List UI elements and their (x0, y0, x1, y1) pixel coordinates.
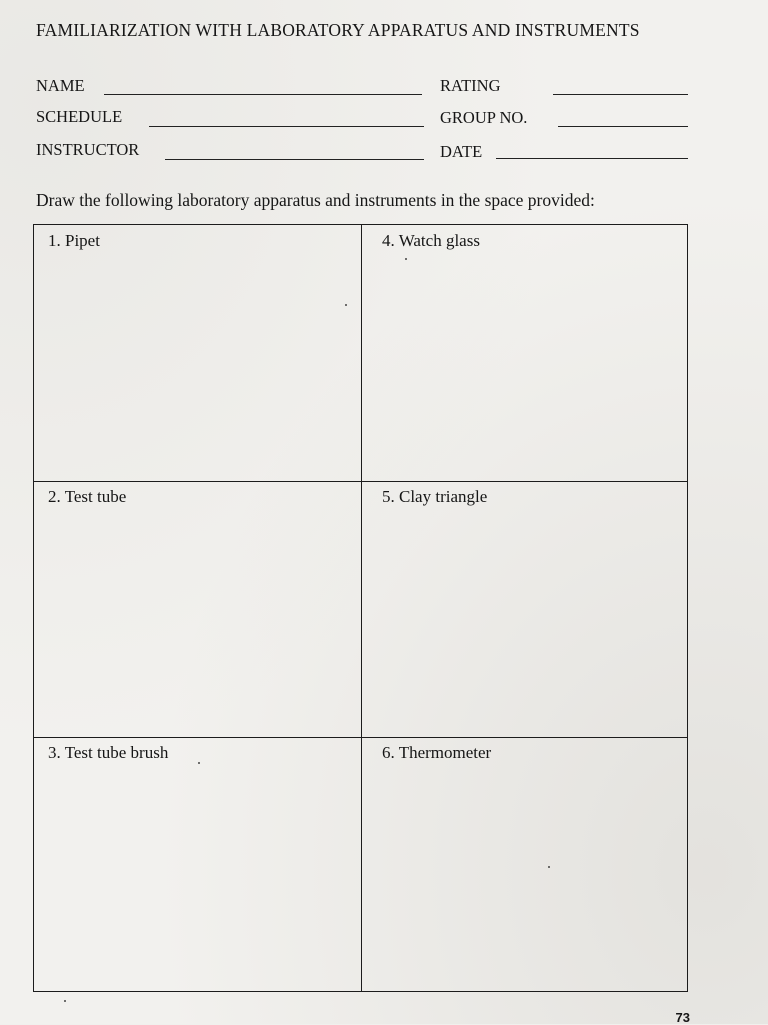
rating-field-line[interactable] (553, 94, 688, 95)
drawing-cell-pipet[interactable] (34, 225, 361, 481)
item-label: 3. Test tube brush (48, 743, 169, 762)
worksheet-title: FAMILIARIZATION WITH LABORATORY APPARATUS AND INSTRUMENTS (36, 20, 640, 40)
drawing-cell-clay-triangle[interactable] (362, 481, 689, 737)
group-no-field-line[interactable] (558, 126, 688, 127)
name-label: NAME (36, 76, 85, 95)
schedule-label: SCHEDULE (36, 107, 123, 126)
scan-speck (198, 762, 200, 764)
item-label: 1. Pipet (48, 231, 100, 250)
drawing-cell-test-tube-brush[interactable] (34, 737, 361, 993)
drawing-cell-watch-glass[interactable] (362, 225, 689, 481)
scan-speck (548, 866, 550, 868)
item-label: 2. Test tube (48, 487, 127, 506)
instructor-label: INSTRUCTOR (36, 140, 140, 159)
drawing-cell-test-tube[interactable] (34, 481, 361, 737)
item-label: 6. Thermometer (382, 743, 492, 762)
instructions-text: Draw the following laboratory apparatus and instruments in the space provided: (36, 190, 595, 210)
drawing-grid (33, 224, 688, 992)
page-number: 73 (675, 1010, 690, 1025)
item-label: 5. Clay triangle (382, 487, 488, 506)
name-field-line[interactable] (104, 94, 422, 95)
drawing-cell-thermometer[interactable] (362, 737, 689, 993)
scan-speck (345, 304, 347, 306)
scan-speck (64, 1000, 66, 1002)
scan-speck (405, 258, 407, 260)
rating-label: RATING (440, 76, 501, 95)
item-label: 4. Watch glass (382, 231, 480, 250)
instructor-field-line[interactable] (165, 159, 424, 160)
schedule-field-line[interactable] (149, 126, 424, 127)
group-no-label: GROUP NO. (440, 108, 528, 127)
date-label: DATE (440, 142, 483, 161)
date-field-line[interactable] (496, 158, 688, 159)
